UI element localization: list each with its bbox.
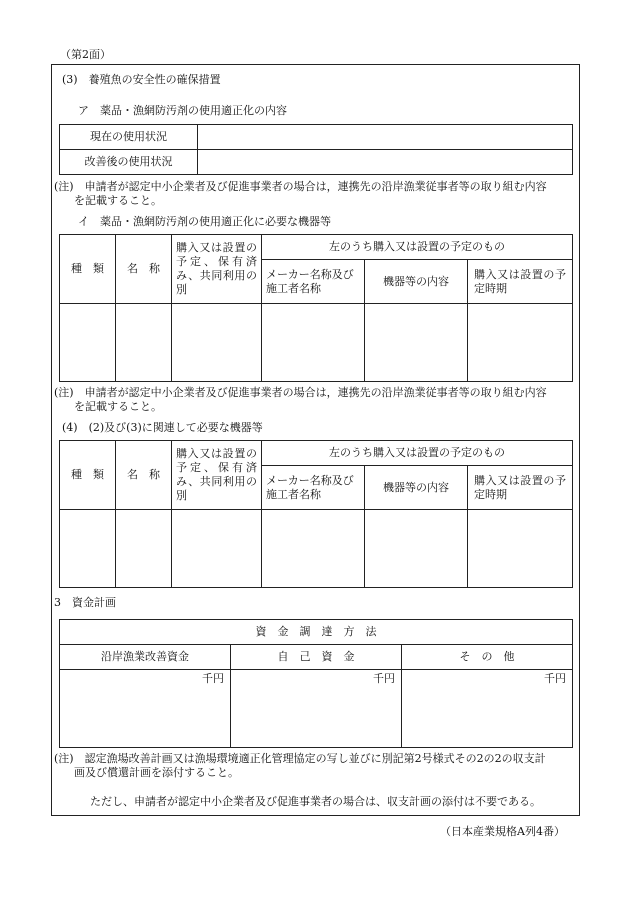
note-1-line-2: を記載すること。: [74, 194, 162, 207]
section-3a-heading: ア 薬品・漁網防汚剤の使用適正化の内容: [78, 104, 287, 117]
usage-table: [59, 124, 573, 175]
funds-note-line-1: (注) 認定漁場改善計画又は漁場環境適正化管理協定の写し並びに別記第2号様式その2の2の収支計: [54, 752, 546, 765]
note-2-line-2: を記載すること。: [74, 400, 162, 413]
funds-heading: 3 資金計画: [54, 596, 116, 609]
funds-improvement-value[interactable]: [60, 670, 231, 748]
cell-content[interactable]: [365, 510, 468, 588]
cell-name[interactable]: [116, 304, 172, 382]
header-timing: 購入又は設置の予定時期: [468, 466, 573, 510]
usage-after-label: 改善後の使用状況: [60, 150, 198, 175]
header-group: 左のうち購入又は設置の予定のもの: [262, 235, 573, 260]
equipment-table-2: [59, 440, 573, 588]
section-3-heading: (3) 養殖魚の安全性の確保措置: [62, 73, 221, 86]
unit-label: 千円: [202, 672, 224, 685]
footer-standard: （日本産業規格A列4番）: [440, 825, 565, 838]
note-2-line-1: (注) 申請者が認定中小企業者及び促進事業者の場合は，連携先の沿岸漁業従事者等の取り組む内容: [54, 386, 547, 399]
funds-col-other: そ の 他: [402, 645, 573, 670]
cell-name[interactable]: [116, 510, 172, 588]
header-maker: メーカー名称及び施工者名称: [262, 260, 365, 304]
note-1-line-1: (注) 申請者が認定中小企業者及び促進事業者の場合は，連携先の沿岸漁業従事者等の取り組む内容: [54, 180, 547, 193]
cell-timing[interactable]: [468, 510, 573, 588]
section-3i-heading: イ 薬品・漁網防汚剤の使用適正化に必要な機器等: [78, 215, 331, 228]
unit-label: 千円: [544, 672, 567, 685]
usage-current-label: 現在の使用状況: [60, 125, 198, 150]
funds-own-value[interactable]: [231, 670, 402, 748]
usage-after-value[interactable]: [198, 150, 573, 175]
funds-note-line-2: 画及び償還計画を添付すること。: [74, 766, 239, 779]
usage-current-value[interactable]: [198, 125, 573, 150]
funds-note-line-3: ただし、申請者が認定中小企業者及び促進事業者の場合は、収支計画の添付は不要である。: [90, 795, 541, 808]
page-label: （第2面）: [60, 48, 111, 61]
cell-timing[interactable]: [468, 304, 573, 382]
cell-content[interactable]: [365, 304, 468, 382]
header-name: 名 称: [116, 441, 172, 510]
funds-col-own: 自 己 資 金: [231, 645, 402, 670]
header-name: 名 称: [116, 235, 172, 304]
cell-plan[interactable]: [172, 304, 262, 382]
header-kind: 種 類: [60, 235, 116, 304]
section-4-heading: (4) (2)及び(3)に関連して必要な機器等: [62, 421, 263, 434]
cell-kind[interactable]: [60, 510, 116, 588]
cell-maker[interactable]: [262, 304, 365, 382]
header-maker: メーカー名称及び施工者名称: [262, 466, 365, 510]
equipment-table-1: [59, 234, 573, 382]
funds-method-header: 資 金 調 達 方 法: [60, 620, 573, 645]
header-plan: 購入又は設置の予定、保有済み、共同利用の別: [172, 441, 262, 510]
cell-maker[interactable]: [262, 510, 365, 588]
funds-col-improvement: 沿岸漁業改善資金: [60, 645, 231, 670]
header-content: 機器等の内容: [365, 260, 468, 304]
funds-table: [59, 619, 573, 748]
cell-kind[interactable]: [60, 304, 116, 382]
header-timing: 購入又は設置の予定時期: [468, 260, 573, 304]
funds-other-value[interactable]: [402, 670, 573, 748]
header-content: 機器等の内容: [365, 466, 468, 510]
header-plan: 購入又は設置の予定、保有済み、共同利用の別: [172, 235, 262, 304]
cell-plan[interactable]: [172, 510, 262, 588]
header-group: 左のうち購入又は設置の予定のもの: [262, 441, 573, 466]
unit-label: 千円: [373, 672, 395, 685]
header-kind: 種 類: [60, 441, 116, 510]
